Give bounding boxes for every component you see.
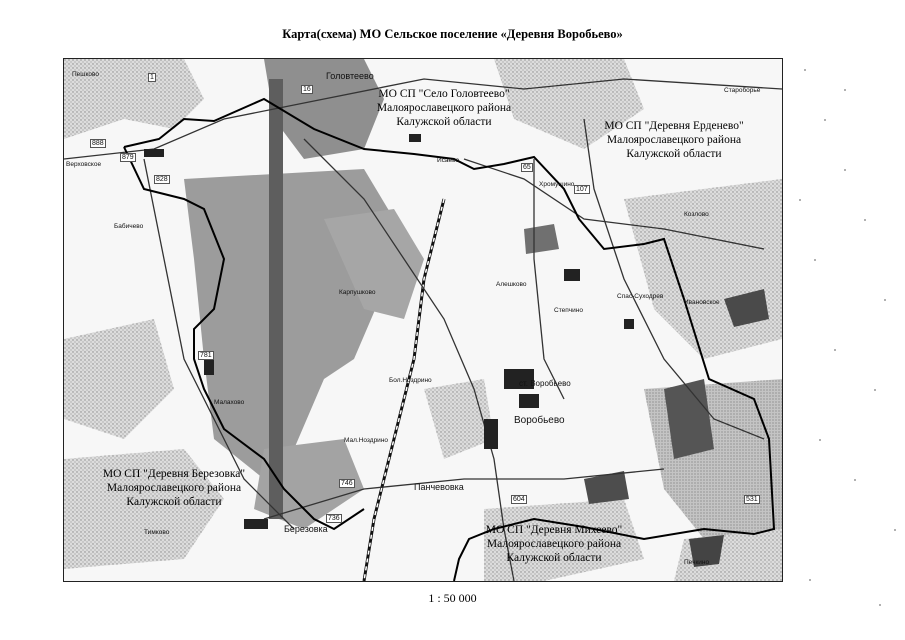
village-label: Староборье — [724, 87, 761, 94]
village-label: Исаево — [437, 157, 460, 164]
village-label: Хромушино — [539, 181, 575, 188]
road-number: 107 — [576, 186, 588, 193]
village-label: Бол.Ноздрино — [389, 377, 432, 384]
village-label: Пешково — [72, 71, 100, 78]
road-number: 879 — [122, 154, 134, 161]
admin-label-mikheevo: МО СП "Деревня Михеево" Малоярославецкого района Калужской области — [485, 524, 623, 564]
town-label: ст. Воробьево — [519, 379, 571, 388]
town-label: Березовка — [284, 524, 328, 534]
village-label: Ивановское — [684, 299, 720, 306]
road-number: 746 — [341, 480, 353, 487]
town-label: Головтеево — [326, 71, 374, 81]
village-label: Карпушково — [339, 289, 376, 296]
village-label: Печкино — [684, 559, 710, 566]
road-number: 65 — [523, 164, 531, 171]
admin-label-golovtevo: МО СП "Село Головтеево" Малоярославецкого района Калужской области — [376, 88, 512, 128]
village-label: Спас-Суходрев — [617, 293, 664, 300]
road-number: 16 — [303, 86, 311, 93]
village-label: Бабичево — [114, 223, 144, 230]
town-label: Воробьево — [514, 415, 565, 426]
village-label: Малахово — [214, 399, 245, 406]
admin-label-berezovka: МО СП "Деревня Березовка" Малоярославецкого района Калужской области — [102, 468, 246, 508]
road-number: 888 — [92, 140, 104, 147]
town-label: Панчевовка — [414, 482, 464, 492]
road-number: 1 — [150, 74, 154, 81]
road-number: 604 — [513, 496, 525, 503]
road-number: 781 — [200, 352, 212, 359]
village-label: Тимково — [144, 529, 170, 536]
village-label: Мал.Ноздрино — [344, 437, 389, 444]
village-label: Алешково — [496, 281, 527, 288]
map-frame — [63, 58, 783, 582]
scan-dots — [785, 60, 905, 620]
village-label: Верховское — [66, 161, 102, 168]
road-number: 736 — [328, 515, 340, 522]
road-number: 828 — [156, 176, 168, 183]
village-label: Козлово — [684, 211, 709, 218]
village-label: Степчино — [554, 307, 583, 314]
scale-label: 1 : 50 000 — [428, 591, 477, 605]
admin-label-erdenevo: МО СП "Деревня Ерденево" Малоярославецкого района Калужской области — [604, 120, 744, 160]
road-number: 531 — [746, 496, 758, 503]
map-title: Карта(схема) МО Сельское поселение «Деревня Воробьево» — [282, 27, 623, 41]
